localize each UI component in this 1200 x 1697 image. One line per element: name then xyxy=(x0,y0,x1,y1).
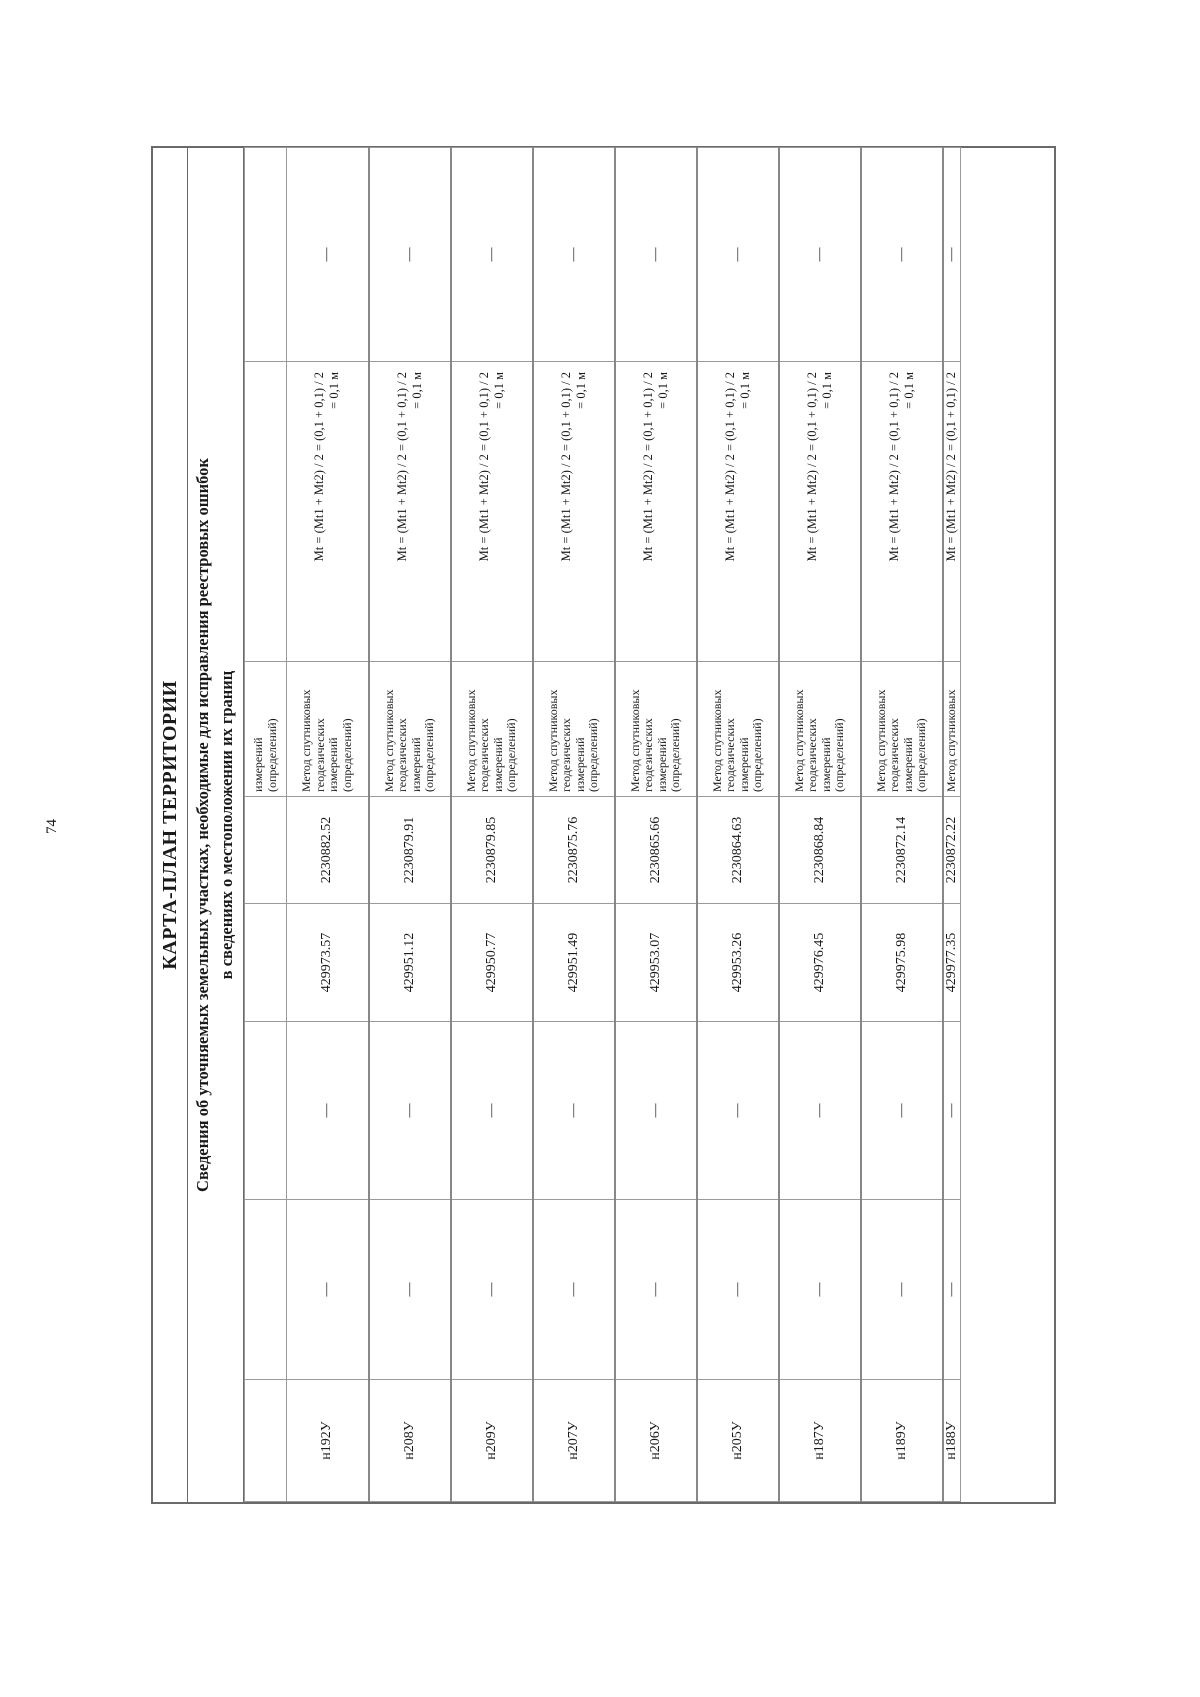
old-x-cell: — xyxy=(779,1200,861,1380)
description-cell: — xyxy=(779,148,861,362)
method-line: Метод спутниковых xyxy=(943,689,958,792)
y-coordinate-cell: 2230868.84 xyxy=(779,797,861,904)
method-line: измерений xyxy=(736,737,751,792)
formula-line-2: = 0,1 м xyxy=(573,372,588,409)
y-coordinate-cell: 2230879.91 xyxy=(369,797,451,904)
formula-line-2: = 0,1 м xyxy=(737,372,752,409)
method-cell xyxy=(287,662,369,797)
old-x-cell: — xyxy=(451,1200,533,1380)
method-line: (определений) xyxy=(339,718,354,792)
accuracy-formula-cell xyxy=(779,362,861,662)
old-y-cell: — xyxy=(451,1022,533,1200)
table-cell xyxy=(245,904,287,1022)
table-cell xyxy=(245,362,287,662)
accuracy-formula-cell xyxy=(369,362,451,662)
description-cell: — xyxy=(451,148,533,362)
table-row-partial-top xyxy=(245,148,287,1502)
method-cell xyxy=(451,662,533,797)
old-y-cell: — xyxy=(861,1022,943,1200)
table-row xyxy=(451,148,533,1502)
formula-line-1: Mt = (Mt1 + Mt2) / 2 = (0,1 + 0,1) / 2 xyxy=(722,372,737,562)
y-coordinate-cell: 2230872.22 xyxy=(943,797,961,904)
formula-line-1: Mt = (Mt1 + Mt2) / 2 = (0,1 + 0,1) / 2 xyxy=(312,372,327,562)
formula-line-1: Mt = (Mt1 + Mt2) / 2 = (0,1 + 0,1) / 2 xyxy=(476,372,491,562)
old-y-cell: — xyxy=(615,1022,697,1200)
old-x-cell: — xyxy=(287,1200,369,1380)
method-line: (определений) xyxy=(832,718,846,792)
x-coordinate-cell: 429977.35 xyxy=(943,904,961,1022)
table-body xyxy=(245,148,961,1502)
x-coordinate-cell: 429975.98 xyxy=(861,904,943,1022)
formula-line-1: Mt = (Mt1 + Mt2) / 2 = (0,1 + 0,1) / 2 xyxy=(558,372,573,562)
old-y-cell: — xyxy=(369,1022,451,1200)
page-number: 74 xyxy=(44,819,60,834)
x-coordinate-cell: 429973.57 xyxy=(287,904,369,1022)
point-number-cell: н187У xyxy=(779,1380,861,1502)
method-line: Метод спутниковых xyxy=(627,689,642,792)
table-row xyxy=(697,148,779,1502)
old-y-cell: — xyxy=(779,1022,861,1200)
table-row xyxy=(943,148,961,1502)
point-number-cell: н209У xyxy=(451,1380,533,1502)
document-subtitle xyxy=(188,148,244,1502)
accuracy-formula-cell xyxy=(533,362,615,662)
point-number-cell: н189У xyxy=(861,1380,943,1502)
document-title: КАРТА-ПЛАН ТЕРРИТОРИИ xyxy=(153,148,188,1502)
old-x-cell: — xyxy=(943,1200,961,1380)
description-cell: — xyxy=(943,148,961,362)
method-line: измерений xyxy=(572,737,587,792)
method-cell xyxy=(779,662,861,797)
method-line: Метод спутниковых xyxy=(791,689,806,792)
table-row xyxy=(615,148,697,1502)
x-coordinate-cell: 429953.26 xyxy=(697,904,779,1022)
method-line: измерений xyxy=(408,737,423,792)
method-line: (определений) xyxy=(668,718,682,792)
method-cell xyxy=(861,662,943,797)
table-row xyxy=(779,148,861,1502)
method-line: (определений) xyxy=(914,718,928,792)
method-line: Метод спутниковых xyxy=(545,689,560,792)
formula-line-2: = 0,1 м xyxy=(327,372,342,409)
old-x-cell: — xyxy=(533,1200,615,1380)
point-number-cell: н188У xyxy=(943,1380,961,1502)
method-line: геодезических xyxy=(312,718,327,792)
boundary-points-table xyxy=(244,147,961,1502)
method-line: геодезических xyxy=(805,718,819,792)
formula-line-2: = 0,1 м xyxy=(819,372,834,409)
description-cell: — xyxy=(287,148,369,362)
x-coordinate-cell: 429951.49 xyxy=(533,904,615,1022)
accuracy-formula-cell xyxy=(451,362,533,662)
method-line: (определений) xyxy=(750,718,764,792)
old-x-cell: — xyxy=(615,1200,697,1380)
old-x-cell: — xyxy=(369,1200,451,1380)
method-line: измерений xyxy=(490,737,505,792)
accuracy-formula-cell xyxy=(615,362,697,662)
point-number-cell: н207У xyxy=(533,1380,615,1502)
formula-line-1: Mt = (Mt1 + Mt2) / 2 = (0,1 + 0,1) / 2 xyxy=(394,372,409,562)
old-y-cell: — xyxy=(533,1022,615,1200)
description-cell: — xyxy=(533,148,615,362)
method-cell xyxy=(943,662,961,797)
table-row xyxy=(861,148,943,1502)
method-cell xyxy=(369,662,451,797)
y-coordinate-cell: 2230864.63 xyxy=(697,797,779,904)
method-cell xyxy=(697,662,779,797)
method-line: геодезических xyxy=(559,718,573,792)
old-y-cell: — xyxy=(287,1022,369,1200)
formula-line-1: Mt = (Mt1 + Mt2) / 2 = (0,1 + 0,1) / 2 xyxy=(804,372,819,562)
method-line: измерений xyxy=(654,737,669,792)
x-coordinate-cell: 429951.12 xyxy=(369,904,451,1022)
y-coordinate-cell: 2230872.14 xyxy=(861,797,943,904)
table-row xyxy=(287,148,369,1502)
point-number-cell: н205У xyxy=(697,1380,779,1502)
formula-line-1: Mt = (Mt1 + Mt2) / 2 = (0,1 + 0,1) / 2 xyxy=(944,372,958,562)
method-line: геодезических xyxy=(641,718,655,792)
method-line: измерений xyxy=(818,737,833,792)
y-coordinate-cell: 2230882.52 xyxy=(287,797,369,904)
x-coordinate-cell: 429976.45 xyxy=(779,904,861,1022)
method-line: (определений) xyxy=(586,718,600,792)
description-cell: — xyxy=(369,148,451,362)
method-line: геодезических xyxy=(887,718,901,792)
method-cell xyxy=(533,662,615,797)
y-coordinate-cell: 2230865.66 xyxy=(615,797,697,904)
method-line: геодезических xyxy=(723,718,737,792)
point-number-cell: н206У xyxy=(615,1380,697,1502)
formula-line-2: = 0,1 м xyxy=(655,372,670,409)
accuracy-formula-cell xyxy=(861,362,943,662)
description-cell: — xyxy=(697,148,779,362)
method-line: (определений) xyxy=(264,718,279,792)
subtitle-line-2: в сведениях о местоположении их границ xyxy=(217,670,236,980)
method-cell xyxy=(245,662,287,797)
method-line: Метод спутниковых xyxy=(463,689,478,792)
accuracy-formula-cell xyxy=(287,362,369,662)
rotated-page-content xyxy=(151,146,1056,1504)
method-line: (определений) xyxy=(422,718,436,792)
method-line: (определений) xyxy=(504,718,518,792)
formula-line-2: = 0,1 м xyxy=(491,372,506,409)
method-line: Метод спутниковых xyxy=(381,689,396,792)
method-cell xyxy=(615,662,697,797)
formula-line-2: = 0,1 м xyxy=(901,372,916,409)
accuracy-formula-cell xyxy=(943,362,961,662)
formula-line-2: = 0,1 м xyxy=(409,372,424,409)
table-cell xyxy=(245,148,287,362)
method-line: Метод спутниковых xyxy=(709,689,724,792)
method-line: измерений xyxy=(251,737,265,792)
method-line: Метод спутниковых xyxy=(299,689,314,792)
formula-line-1: Mt = (Mt1 + Mt2) / 2 = (0,1 + 0,1) / 2 xyxy=(640,372,655,562)
y-coordinate-cell: 2230875.76 xyxy=(533,797,615,904)
table-cell xyxy=(245,1380,287,1502)
subtitle-line-1: Сведения об уточняемых земельных участках, необходимые для исправления реестровых ошибок xyxy=(193,458,212,1192)
method-line: геодезических xyxy=(477,718,491,792)
x-coordinate-cell: 429950.77 xyxy=(451,904,533,1022)
old-x-cell: — xyxy=(861,1200,943,1380)
description-cell: — xyxy=(861,148,943,362)
table-row xyxy=(369,148,451,1502)
method-line: геодезических xyxy=(395,718,409,792)
description-cell: — xyxy=(615,148,697,362)
accuracy-formula-cell xyxy=(697,362,779,662)
table-row xyxy=(533,148,615,1502)
point-number-cell: н208У xyxy=(369,1380,451,1502)
table-cell xyxy=(245,797,287,904)
method-line: измерений xyxy=(900,737,915,792)
old-y-cell: — xyxy=(943,1022,961,1200)
point-number-cell: н192У xyxy=(287,1380,369,1502)
method-line: измерений xyxy=(326,737,341,792)
old-y-cell: — xyxy=(697,1022,779,1200)
x-coordinate-cell: 429953.07 xyxy=(615,904,697,1022)
table-frame xyxy=(151,146,1056,1504)
old-x-cell: — xyxy=(697,1200,779,1380)
table-cell xyxy=(245,1200,287,1380)
y-coordinate-cell: 2230879.85 xyxy=(451,797,533,904)
method-line: Метод спутниковых xyxy=(873,689,888,792)
table-cell xyxy=(245,1022,287,1200)
formula-line-1: Mt = (Mt1 + Mt2) / 2 = (0,1 + 0,1) / 2 xyxy=(886,372,901,562)
